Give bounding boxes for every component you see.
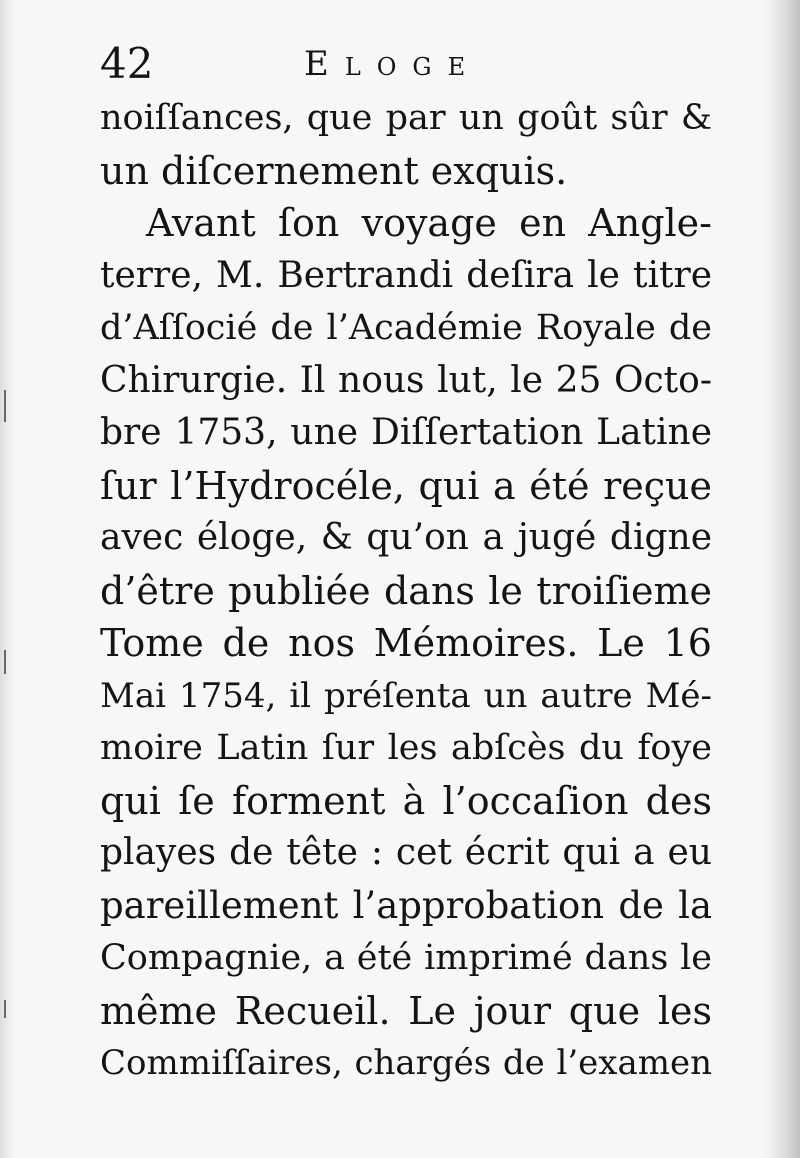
running-head: Eloge <box>304 44 482 84</box>
text-line: qui ſe forment à l’occaſion des <box>100 778 712 823</box>
text-line: pareillement l’approbation de la <box>100 883 712 927</box>
text-line: avec éloge, & qu’on a jugé digne <box>100 517 712 558</box>
text-line: Compagnie, a été imprimé dans le <box>100 938 712 978</box>
body-text <box>100 92 712 1090</box>
page-header <box>98 36 708 88</box>
text-line: playes de tête : cet écrit qui a eu <box>100 832 712 873</box>
text-line: Avant ſon voyage en Angle- <box>146 201 712 245</box>
text-line: Mai 1754, il préſenta un autre Mé- <box>100 675 712 716</box>
margin-mark <box>4 1000 16 1018</box>
margin-mark <box>4 390 16 422</box>
text-line: moire Latin ſur les abſcès du foye <box>100 728 712 768</box>
text-line: d’être publiée dans le troiſieme <box>100 568 712 613</box>
text-line: Tome de nos Mémoires. Le 16 <box>100 621 712 665</box>
text-line: bre 1753, une Diſſertation Latine <box>100 412 712 453</box>
text-line: d’Aſſocié de l’Académie Royale de <box>100 308 712 348</box>
text-line: noiſſances, que par un goût sûr & <box>100 98 712 138</box>
page-gutter-shadow <box>0 0 14 1158</box>
margin-mark <box>4 650 16 674</box>
text-line: Chirurgie. Il nous lut, le 25 Octo- <box>100 359 712 401</box>
text-line: même Recueil. Le jour que les <box>100 988 712 1033</box>
text-line: terre, M. Bertrandi deſira le titre <box>100 254 712 296</box>
page-edge-shadow <box>764 0 800 1158</box>
page-number: 42 <box>100 39 154 88</box>
text-line: ſur l’Hydrocéle, qui a été reçue <box>100 463 712 508</box>
text-line: un diſcernement exquis. <box>100 148 568 193</box>
text-line: Commiſſaires, chargés de l’examen <box>100 1043 712 1083</box>
